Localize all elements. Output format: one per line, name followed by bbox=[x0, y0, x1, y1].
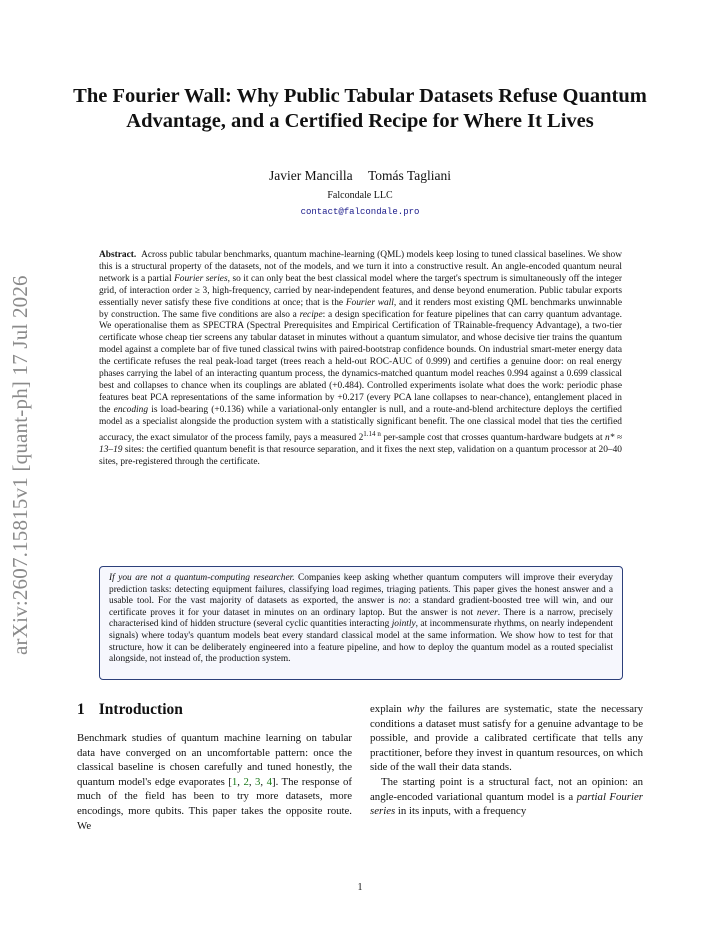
page-number: 1 bbox=[357, 882, 363, 893]
section-heading bbox=[77, 701, 183, 719]
intro-right-column bbox=[370, 702, 643, 819]
author-name: Javier Mancilla bbox=[269, 168, 353, 183]
citation-link[interactable]: 2 bbox=[243, 775, 249, 788]
paper-title: The Fourier Wall: Why Public Tabular Datasets Refuse Quantum Advantage, and a Certified Recipe for Where It Lives bbox=[73, 85, 647, 132]
paragraph: The starting point is a structural fact, not an opinion: an angle-encoded variational quantum model is a partial Fourier series in its inputs, with a frequency bbox=[370, 775, 643, 818]
citation-link[interactable]: 4 bbox=[266, 775, 272, 788]
intro-left-column: Benchmark studies of quantum machine learning on tabular data have converged on an uncomfortable pattern: once the classical baseline is chosen carefully and tuned honestly, the quantum model's edge evaporates [1, 2, 3, 4]. The response of much of the field has been to try more datasets, more encodings, more qubits. This paper takes the opposite route. We bbox=[77, 732, 352, 832]
non-specialist-summary-box: If you are not a quantum-computing researcher. Companies keep asking whether quantum computers will improve their everyday prediction tasks: detecting equipment failures, classifying load regimes, triaging patients. This paper gives the honest answer and a usable tool. For the vast majority of datasets as exported, the answer is no: a standard gradient-boosted tree will win, and our certificate proves it for your dataset in minutes on an ordinary laptop. But the answer is not never. There is a narrow, precisely characterised kind of hidden structure (several cyclic quantities interacting jointly, at incommensurate rhythms, on nearly independent signals) where today's quantum models beat every standard classical model at the same information. We show how to test for that structure, how it can be deliberately engineered into a feature pipeline, and how to deploy the quantum model as a routed specialist alongside, not instead of, the production system. bbox=[99, 566, 623, 680]
citation-link[interactable]: 1 bbox=[231, 775, 238, 788]
abstract-label: Abstract. bbox=[99, 250, 137, 260]
affiliation: Falcondale LLC bbox=[327, 190, 393, 201]
author-name: Tomás Tagliani bbox=[367, 168, 451, 183]
citation-link[interactable]: 3 bbox=[255, 775, 261, 788]
paragraph: explain why the failures are systematic, state the necessary conditions a dataset must satisfy for a genuine advantage to be possible, and provide a calibrated certificate that tells any practitioner, before they invest in quantum resources, on which side of the wall their data stands. bbox=[370, 703, 643, 774]
contact-email[interactable]: contact@falcondale.pro bbox=[300, 207, 420, 217]
author-list bbox=[70, 168, 650, 184]
section-number: 1 bbox=[77, 701, 85, 718]
abstract: Abstract. Across public tabular benchmarks, quantum machine-learning (QML) models keep losing to tuned classical baselines. We show this is a structural property of the datasets, not of the models, and we turn it into a constructive result. An angle-encoded quantum neural network is a partial Fourier series, so it can only beat the best classical model where the target's spectrum is simultaneously off the integer grid, of interaction order ≥ 3, high-frequency, carried by near-independent features, and dense beyond enumeration. Public tabular exports essentially never satisfy these five conditions at once; that is the Fourier wall, and it renders most existing QML benchmarks unwinnable by construction. The same five conditions are also a recipe: a design specification for feature pipelines that can carry quantum advantage. We operationalise them as SPECTRA (Spectral Prerequisites and Empirical Certification of TRainable-frequency Advantage), a two-tier certificate whose cheap tier screens any tabular dataset in minutes without a quantum simulator, and whose decisive tier trains the quantum model against a complete bar of five tuned classical twins with paired-bootstrap confidence bounds. On industrial smart-meter energy data the certificate refuses the real peak-load target (trees reach a held-out ROC-AUC of 0.999) and certifies a genuine door: on real energy phases carrying the label of an interacting quantum process, the dynamics-matched quantum model reaches 0.994 against a 0.699 classical best and collapses to chance when its couplings are ablated (+0.484). Controlled experiments isolate what does the work: periodic phase features beat PCA representations of the same information by +0.217 (every PCA lane collapses to near-chance), entanglement placed in the encoding is load-bearing (+0.136) while a variational-only entangler is null, and a route-and-blend architecture deploys the certified model as a specialist alongside the production system with a statistically significant benefit. The one classical model that ties the certified accuracy, the exact simulator of the process family, pays a measured $2^{1.14 n}$ per-sample cost that crosses quantum-hardware budgets at n* ≈ 13–19 sites: the certified quantum benefit is that resource separation, and it fixes the next step, validation on a quantum processor at 20–40 sites, pre-registered through the certificate. bbox=[99, 250, 623, 467]
section-title: Introduction bbox=[98, 701, 183, 718]
